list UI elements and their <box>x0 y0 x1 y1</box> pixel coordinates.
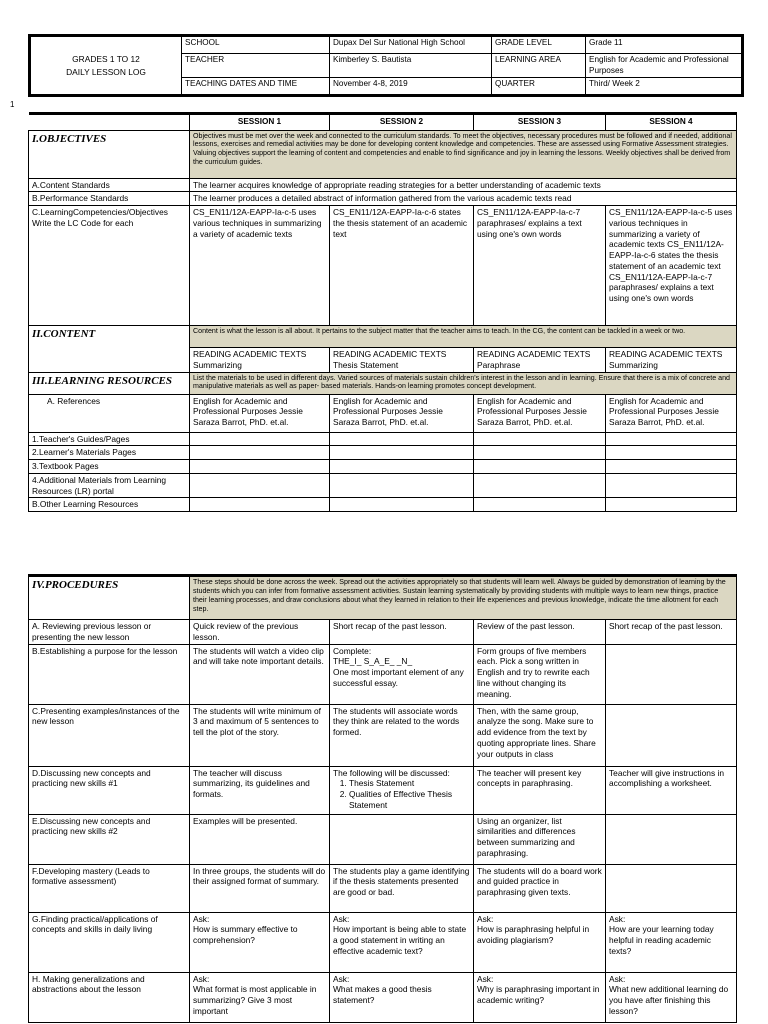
complete-label: Complete: <box>333 645 372 656</box>
content-session-1 <box>190 348 330 373</box>
school-value: Dupax Del Sur National High School <box>330 36 492 54</box>
area-value: English for Academic and Professional Purposes <box>586 54 743 78</box>
objectives-content-resources-table <box>28 112 737 512</box>
ask-label: Ask: <box>477 913 494 924</box>
ask-question: How is summary effective to comprehension? <box>193 924 298 945</box>
procedure-a-session-3: Review of the past lesson. <box>474 620 606 645</box>
grade-label: GRADE LEVEL <box>492 36 586 54</box>
content-topic: READING ACADEMIC TEXTS <box>477 349 591 359</box>
procedure-b-session-4 <box>606 644 737 704</box>
learners-materials-label: 2.Learner's Materials Pages <box>29 446 190 460</box>
procedure-d-session-4: Teacher will give instructions in accomplishing a worksheet. <box>606 766 737 814</box>
objectives-heading: I.OBJECTIVES <box>29 130 190 178</box>
procedure-g-session-4 <box>606 912 737 972</box>
session-4-header: SESSION 4 <box>606 114 737 131</box>
teachers-guide-label: 1.Teacher's Guides/Pages <box>29 432 190 446</box>
other-resources-label: B.Other Learning Resources <box>29 498 190 512</box>
ask-label: Ask: <box>333 973 350 984</box>
school-label: SCHOOL <box>182 36 330 54</box>
reference-session-2: English for Academic and Professional Purposes Jessie Saraza Barrot, PhD. et.al. <box>330 394 474 432</box>
textbook-pages-label: 3.Textbook Pages <box>29 460 190 474</box>
content-session-3 <box>474 348 606 373</box>
procedure-f-session-4 <box>606 864 737 912</box>
content-subtopic: Summarizing <box>609 359 658 370</box>
additional-materials-label: 4.Additional Materials from Learning Resources (LR) portal <box>29 473 190 498</box>
ask-label: Ask: <box>193 973 210 984</box>
session-2-header: SESSION 2 <box>330 114 474 131</box>
procedure-b-session-2 <box>330 644 474 704</box>
reference-session-4: English for Academic and Professional Purposes Jessie Saraza Barrot, PhD. et.al. <box>606 394 737 432</box>
procedure-e-session-4 <box>606 814 737 864</box>
procedure-g-session-1 <box>190 912 330 972</box>
procedure-d-session-2 <box>330 766 474 814</box>
procedure-a-label: A. Reviewing previous lesson or presenting the new lesson <box>29 620 190 645</box>
blank-word-puzzle: THE_I_ S_A_E_ _N_ <box>333 656 413 667</box>
list-item: 1. Thesis Statement <box>349 778 470 789</box>
dates-label: TEACHING DATES AND TIME <box>182 78 330 96</box>
procedures-heading: IV.PROCEDURES <box>29 576 190 620</box>
procedure-g-label: G.Finding practical/applications of concepts and skills in daily living <box>29 912 190 972</box>
content-session-4 <box>606 348 737 373</box>
area-label: LEARNING AREA <box>492 54 586 78</box>
procedure-f-session-3: The students will do a board work and guided practice in paraphrasing given texts. <box>474 864 606 912</box>
procedure-b-session-1: The students will watch a video clip and will take note important details. <box>190 644 330 704</box>
procedure-h-session-1 <box>190 972 330 1022</box>
references-label: A. References <box>29 394 190 432</box>
content-topic: READING ACADEMIC TEXTS <box>609 349 723 359</box>
procedure-a-session-2: Short recap of the past lesson. <box>330 620 474 645</box>
ask-question: How is paraphrasing helpful in avoiding plagiarism? <box>477 924 590 945</box>
procedure-g-session-2 <box>330 912 474 972</box>
competency-session-1: CS_EN11/12A-EAPP-Ia-c-5 uses various techniques in summarizing a variety of academic texts <box>190 206 330 326</box>
quarter-value: Third/ Week 2 <box>586 78 743 96</box>
procedure-b-session-3: Form groups of five members each. Pick a song written in English and try to rewrite each line without changing its meaning. <box>474 644 606 704</box>
content-subtopic: Thesis Statement <box>333 359 399 370</box>
resources-note: List the materials to be used in different days. Varied sources of materials sustain children's interest in the lesson and in learning. Ensure that there is a mix of concrete and manipulative materials as well as paper- based materials. Hands-on learning promotes concept development. <box>190 372 737 394</box>
content-standards-value: The learner acquires knowledge of appropriate reading strategies for a better understanding of academic texts <box>190 178 737 192</box>
procedure-a-session-1: Quick review of the previous lesson. <box>190 620 330 645</box>
competency-session-2: CS_EN11/12A-EAPP-Ia-c-6 states the thesis statement of an academic text <box>330 206 474 326</box>
procedure-c-session-1: The students will write minimum of 3 and maximum of 5 sentences to tell the plot of the story. <box>190 704 330 766</box>
ask-question: How are your learning today helpful in reading academic texts? <box>609 924 714 956</box>
procedures-note: These steps should be done across the week. Spread out the activities appropriately so that students will learn well. Always be guided by demonstration of learning by the students which you can infer from formative assessment activities. Sustain learning systematically by providing students with multiple ways to learn new things, practice their learning processes, and draw conclusions about what they learned in relation to their life experiences and previous knowledge, indicate the time allotment for each step. <box>190 576 737 620</box>
competency-session-3: CS_EN11/12A-EAPP-Ia-c-7 paraphrases/ explains a text using one's own words <box>474 206 606 326</box>
procedure-f-session-1: In three groups, the students will do their assigned format of summary. <box>190 864 330 912</box>
procedure-c-session-4 <box>606 704 737 766</box>
procedure-c-label: C.Presenting examples/instances of the new lesson <box>29 704 190 766</box>
content-subtopic: Paraphrase <box>477 359 521 370</box>
page-number: 1 <box>10 100 15 109</box>
procedure-c-session-3: Then, with the same group, analyze the song. Make sure to add evidence from the text by quoting appropriate lines. Share your outputs in class <box>474 704 606 766</box>
performance-standards-label: B.Performance Standards <box>29 192 190 206</box>
procedure-f-label: F.Developing mastery (Leads to formative assessment) <box>29 864 190 912</box>
procedure-a-session-4: Short recap of the past lesson. <box>606 620 737 645</box>
content-topic: READING ACADEMIC TEXTS <box>193 349 307 359</box>
discussion-intro: The following will be discussed: <box>333 767 450 778</box>
dates-value: November 4-8, 2019 <box>330 78 492 96</box>
resources-heading: III.LEARNING RESOURCES <box>29 372 190 394</box>
puzzle-clue: One most important element of any successful essay. <box>333 667 464 688</box>
ask-label: Ask: <box>333 913 350 924</box>
teacher-label: TEACHER <box>182 54 330 78</box>
procedure-h-label: H. Making generalizations and abstractions about the lesson <box>29 972 190 1022</box>
competency-session-4: CS_EN11/12A-EAPP-Ia-c-5 uses various techniques in summarizing a variety of academic texts CS_EN11/12A-EAPP-Ia-c-6 states the thesis statement of an academic text CS_EN11/12A-EAPP-Ia-c-7 paraphrases/ explains a text using one's own words <box>606 206 737 326</box>
ask-label: Ask: <box>609 913 626 924</box>
ask-question: How important is being able to state a good statement in writing an effective academic text? <box>333 924 467 956</box>
procedure-g-session-3 <box>474 912 606 972</box>
ask-question: What format is most applicable in summarizing? Give 3 most important <box>193 984 317 1016</box>
reference-session-3: English for Academic and Professional Purposes Jessie Saraza Barrot, PhD. et.al. <box>474 394 606 432</box>
procedure-c-session-2: The students will associate words they think are related to the words formed. <box>330 704 474 766</box>
procedure-b-label: B.Establishing a purpose for the lesson <box>29 644 190 704</box>
reference-session-1: English for Academic and Professional Purposes Jessie Saraza Barrot, PhD. et.al. <box>190 394 330 432</box>
session-3-header: SESSION 3 <box>474 114 606 131</box>
discussion-list <box>333 778 470 810</box>
list-item: 2. Qualities of Effective Thesis Statement <box>349 789 470 811</box>
procedure-h-session-3 <box>474 972 606 1022</box>
session-1-header: SESSION 1 <box>190 114 330 131</box>
ask-question: What makes a good thesis statement? <box>333 984 432 1005</box>
blank-corner <box>29 114 190 131</box>
log-title <box>30 36 182 96</box>
content-note: Content is what the lesson is all about. It pertains to the subject matter that the teacher aims to teach. In the CG, the content can be tackled in a week or two. <box>190 326 737 348</box>
content-session-2 <box>330 348 474 373</box>
title-line-1: GRADES 1 TO 12 <box>72 53 140 64</box>
ask-question: What new additional learning do you have after finishing this lesson? <box>609 984 729 1016</box>
ask-label: Ask: <box>477 973 494 984</box>
content-standards-label: A.Content Standards <box>29 178 190 192</box>
ask-question: Why is paraphrasing important in academic writing? <box>477 984 600 1005</box>
competencies-label: C.LearningCompetencies/Objectives Write the LC Code for each <box>29 206 190 326</box>
procedures-table <box>28 574 737 1023</box>
content-heading: II.CONTENT <box>29 326 190 373</box>
procedure-d-session-3: The teacher will present key concepts in paraphrasing. <box>474 766 606 814</box>
ask-label: Ask: <box>193 913 210 924</box>
procedure-d-session-1: The teacher will discuss summarizing, its guidelines and formats. <box>190 766 330 814</box>
title-line-2: DAILY LESSON LOG <box>66 66 146 77</box>
quarter-label: QUARTER <box>492 78 586 96</box>
procedure-e-session-2 <box>330 814 474 864</box>
procedure-h-session-2 <box>330 972 474 1022</box>
objectives-note: Objectives must be met over the week and connected to the curriculum standards. To meet the objectives, necessary procedures must be followed and if needed, additional lessons, exercises and remedial activities may be done for developing content knowledge and competencies. These are assessed using Formative Assessment strategies. Valuing objectives support the learning of content and competencies and enable to find significance and joy in learning the lessons. Weekly objectives shall be derived from the curriculum guides. <box>190 130 737 178</box>
teacher-value: Kimberley S. Bautista <box>330 54 492 78</box>
performance-standards-value: The learner produces a detailed abstract of information gathered from the various academic texts read <box>190 192 737 206</box>
procedure-h-session-4 <box>606 972 737 1022</box>
content-topic: READING ACADEMIC TEXTS <box>333 349 447 359</box>
procedure-e-label: E.Discussing new concepts and practicing new skills #2 <box>29 814 190 864</box>
procedure-e-session-1: Examples will be presented. <box>190 814 330 864</box>
lesson-log-header <box>28 34 744 97</box>
grade-value: Grade 11 <box>586 36 743 54</box>
procedure-e-session-3: Using an organizer, list similarities and differences between summarizing and paraphrasing. <box>474 814 606 864</box>
procedure-f-session-2: The students play a game identifying if the thesis statements presented are good or bad. <box>330 864 474 912</box>
ask-label: Ask: <box>609 973 626 984</box>
content-subtopic: Summarizing <box>193 359 242 370</box>
procedure-d-label: D.Discussing new concepts and practicing new skills #1 <box>29 766 190 814</box>
